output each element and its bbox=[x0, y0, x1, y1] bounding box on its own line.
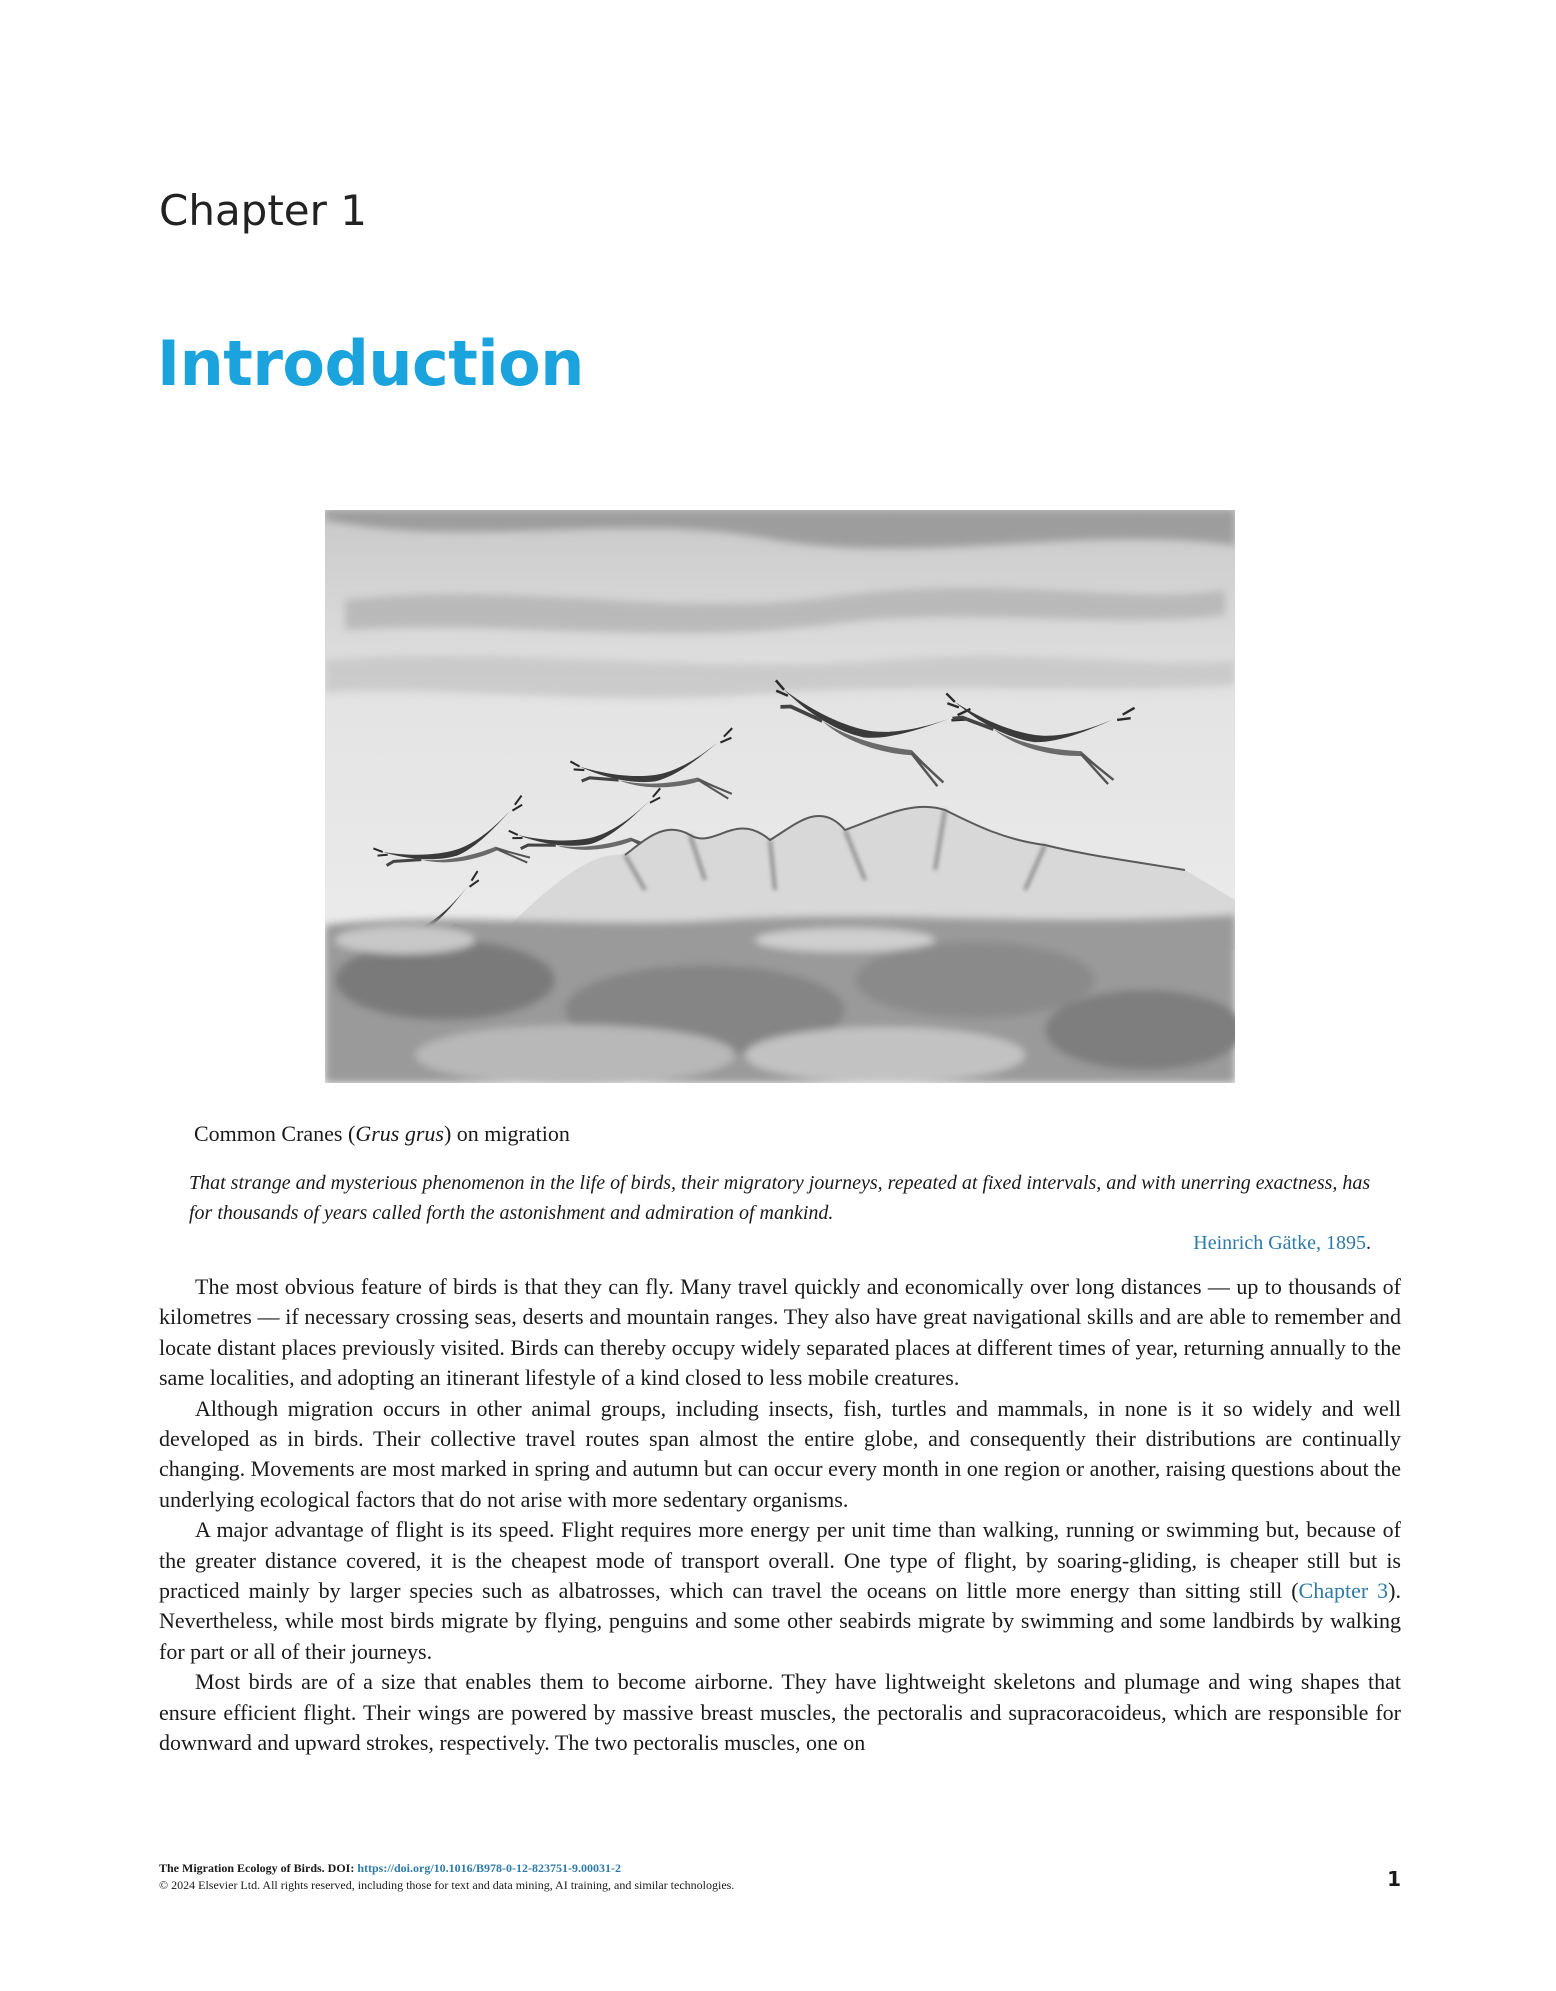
chapter-3-link[interactable]: Chapter 3 bbox=[1298, 1578, 1389, 1604]
caption-species: Grus grus bbox=[355, 1121, 444, 1146]
paragraph-3-end: ). Nevertheless, while most birds migrate by flying, penguins and some other seabirds migrate by swimming and some landbirds by walking for part or all of their journeys. bbox=[159, 1578, 1401, 1664]
chapter-title: Introduction bbox=[157, 327, 584, 400]
epigraph-source-link[interactable]: Heinrich Gätke, 1895 bbox=[1193, 1232, 1366, 1254]
paragraph-4: Most birds are of a size that enables them to become airborne. They have lightweight skeletons and plumage and wing shapes that ensure efficient flight. Their wings are powered by massive breast muscles, the pectoralis and supracoracoideus, which are responsible for downward and upward strokes, respectively. The two pectoralis muscles, one on bbox=[159, 1669, 1401, 1756]
paragraph-2: Although migration occurs in other animal groups, including insects, fish, turtles and mammals, in none is it so widely and well developed as in birds. Their collective travel routes span almost the entire globe, and consequently their distributions are continually changing. Movements are most marked in spring and autumn but can occur every month in one region or another, raising questions about the underlying ecological factors that do not arise with more sedentary organisms. bbox=[159, 1395, 1401, 1512]
chapter-label: Chapter 1 bbox=[159, 186, 367, 235]
footer-book-title: The Migration Ecology of Birds. DOI: bbox=[159, 1861, 358, 1875]
epigraph-source-period: . bbox=[1366, 1232, 1371, 1254]
footer-copyright: © 2024 Elsevier Ltd. All rights reserved, including those for text and data mining, AI training, and similar technologies. bbox=[159, 1878, 735, 1892]
body-text bbox=[159, 1272, 1401, 1759]
paragraph-1: The most obvious feature of birds is that they can fly. Many travel quickly and economically over long distances — up to thousands of kilometres — if necessary crossing seas, deserts and mountain ranges. They also have great navigational skills and are able to remember and locate distant places previously visited. Birds can thereby occupy widely separated places at different times of year, returning annually to the same localities, and adopting an itinerant lifestyle of a kind closed to less mobile creatures. bbox=[159, 1274, 1401, 1391]
figure-caption bbox=[194, 1121, 570, 1147]
caption-prefix: Common Cranes ( bbox=[194, 1121, 356, 1146]
page-footer bbox=[159, 1860, 1401, 1894]
caption-suffix: ) on migration bbox=[443, 1121, 570, 1146]
epigraph-attribution bbox=[189, 1228, 1371, 1258]
epigraph-quote: That strange and mysterious phenomenon in the life of birds, their migratory journeys, repeated at fixed intervals, and with unerring exactness, has for thousands of years called forth the astonishment and admiration of mankind. bbox=[189, 1172, 1371, 1224]
footer-doi-link[interactable]: https://doi.org/10.1016/B978-0-12-823751-9.00031-2 bbox=[357, 1861, 621, 1875]
page-number: 1 bbox=[1387, 1867, 1401, 1891]
crane-illustration bbox=[325, 510, 1235, 1083]
paragraph-3-start: A major advantage of flight is its speed. Flight requires more energy per unit time than walking, running or swimming but, because of the greater distance covered, it is the cheapest mode of transport overall. One type of flight, by soaring-gliding, is cheaper still but is practiced mainly by larger species such as albatrosses, which can travel the oceans on little more energy than sitting still ( bbox=[159, 1517, 1401, 1604]
paragraph-3 bbox=[159, 1515, 1401, 1667]
